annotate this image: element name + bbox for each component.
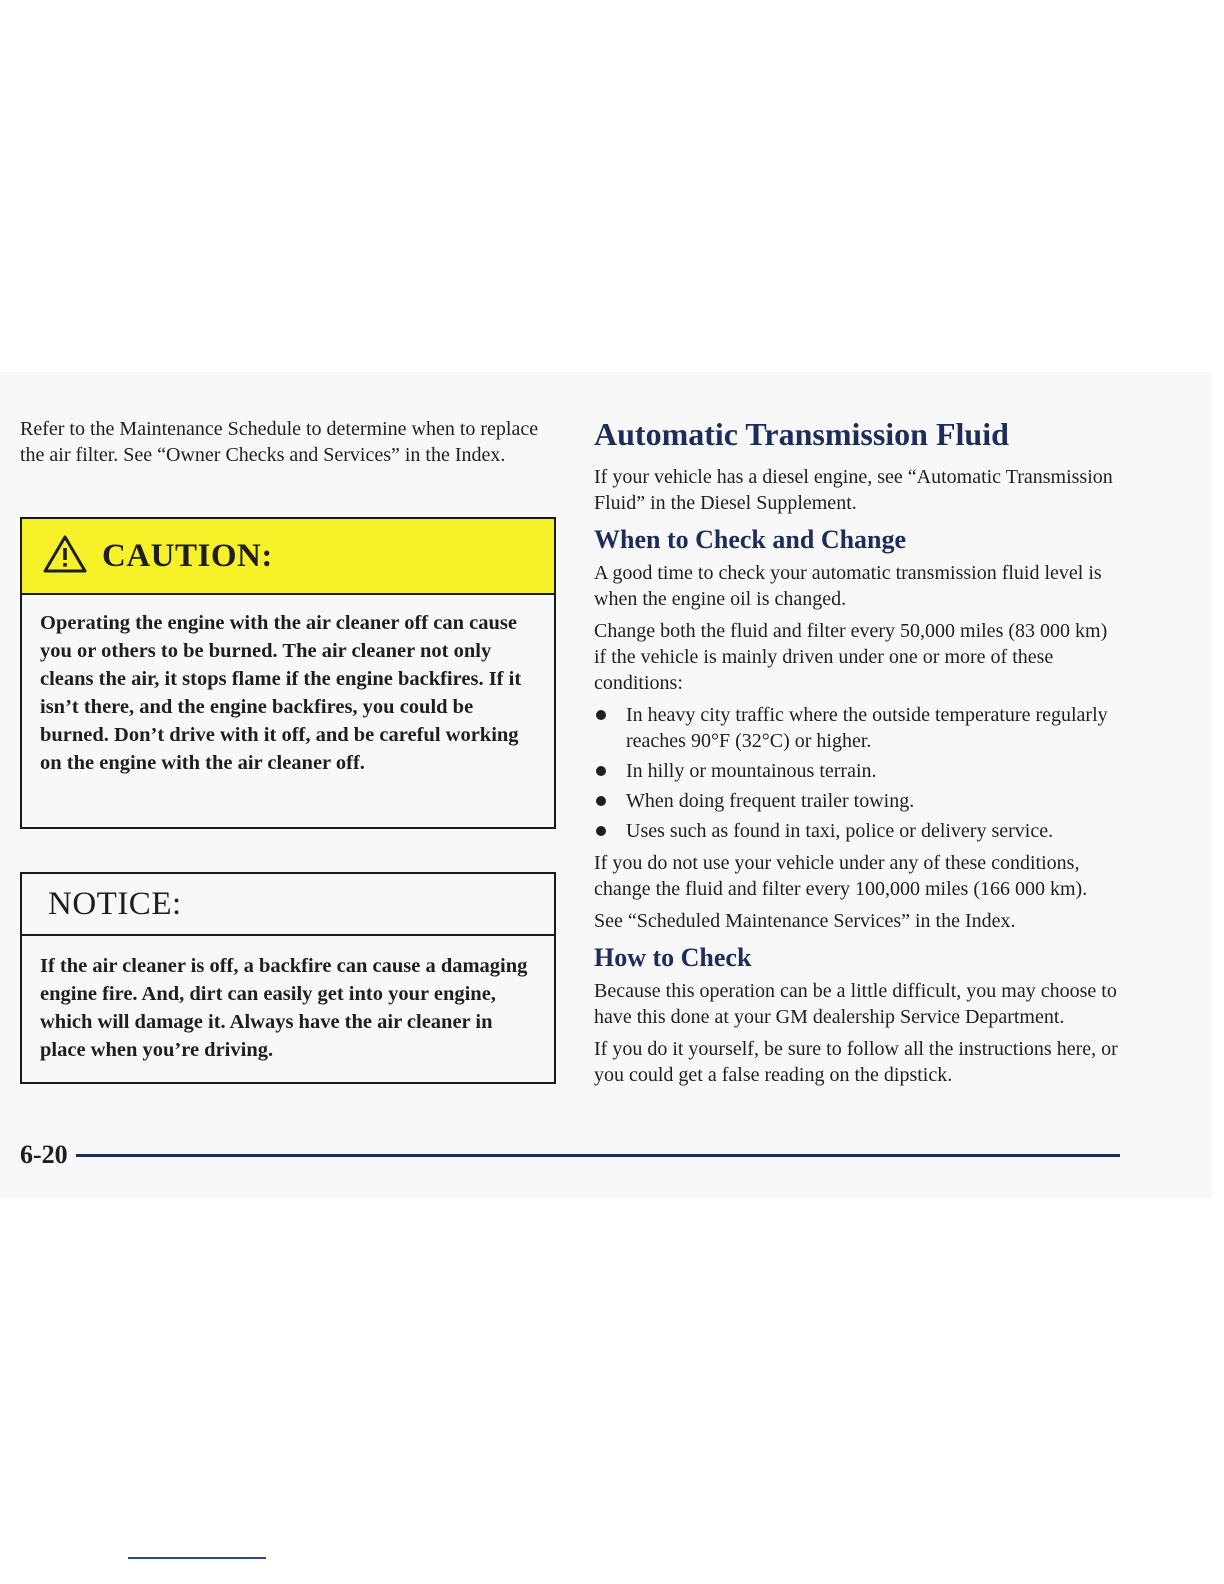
how-to-check-heading: How to Check xyxy=(594,943,752,972)
change-interval-paragraph: Change both the fluid and filter every 50,000 miles (83 000 km) if the vehicle is mainly driven under one or more of these conditions: xyxy=(594,620,1108,694)
page-footer xyxy=(20,1140,1120,1170)
list-item xyxy=(594,788,1120,814)
divider-line xyxy=(128,1557,266,1559)
page-number: 6-20 xyxy=(20,1140,68,1169)
right-column xyxy=(594,414,1120,1094)
air-filter-intro: Refer to the Maintenance Schedule to determine when to replace the air filter. See “Owner Checks and Services” in the Index. xyxy=(20,418,539,466)
list-item xyxy=(594,702,1120,754)
bullet-icon xyxy=(596,710,606,720)
self-service-paragraph: If you do it yourself, be sure to follow all the instructions here, or you could get a false reading on the dipstick. xyxy=(594,1038,1118,1086)
list-item-text: When doing frequent trailer towing. xyxy=(626,790,915,812)
notice-title: NOTICE: xyxy=(48,885,182,922)
bullet-icon xyxy=(596,766,606,776)
caution-title: CAUTION: xyxy=(102,537,273,574)
index-reference: See “Scheduled Maintenance Services” in the Index. xyxy=(594,910,1016,932)
list-item-text: In hilly or mountainous terrain. xyxy=(626,760,877,782)
dealer-service-paragraph: Because this operation can be a little difficult, you may choose to have this done at your GM dealership Service Department. xyxy=(594,980,1117,1028)
warning-triangle-icon xyxy=(42,534,88,579)
notice-text: If the air cleaner is off, a backfire can cause a damaging engine fire. And, dirt can easily get into your engine, which will damage it. Always have the air cleaner in place when you’re driving. xyxy=(40,955,528,1061)
notice-box xyxy=(20,872,556,1084)
section-title: Automatic Transmission Fluid xyxy=(594,416,1009,452)
check-timing-paragraph: A good time to check your automatic transmission fluid level is when the engine oil is changed. xyxy=(594,562,1102,610)
notice-header xyxy=(22,874,554,936)
list-item-text: In heavy city traffic where the outside temperature regularly reaches 90°F (32°C) or higher. xyxy=(626,704,1108,752)
diesel-note: If your vehicle has a diesel engine, see “Automatic Transmission Fluid” in the Diesel Supplement. xyxy=(594,466,1113,514)
left-column xyxy=(20,416,556,468)
when-to-check-heading: When to Check and Change xyxy=(594,525,907,554)
conditions-list xyxy=(594,702,1120,844)
list-item xyxy=(594,818,1120,844)
bullet-icon xyxy=(596,826,606,836)
normal-interval-paragraph: If you do not use your vehicle under any of these conditions, change the fluid and filter every 100,000 miles (166 000 km). xyxy=(594,852,1088,900)
caution-header xyxy=(22,519,554,595)
caution-text: Operating the engine with the air cleaner off can cause you or others to be burned. The air cleaner not only cleans the air, it stops flame if the engine backfires. If it isn’t there, and the engine backfires, you could be burned. Don’t drive with it off, and be careful working on the engine with the air cleaner off. xyxy=(40,612,522,774)
list-item xyxy=(594,758,1120,784)
list-item-text: Uses such as found in taxi, police or delivery service. xyxy=(626,820,1054,842)
footer-rule xyxy=(76,1154,1120,1157)
bullet-icon xyxy=(596,796,606,806)
caution-box xyxy=(20,517,556,829)
